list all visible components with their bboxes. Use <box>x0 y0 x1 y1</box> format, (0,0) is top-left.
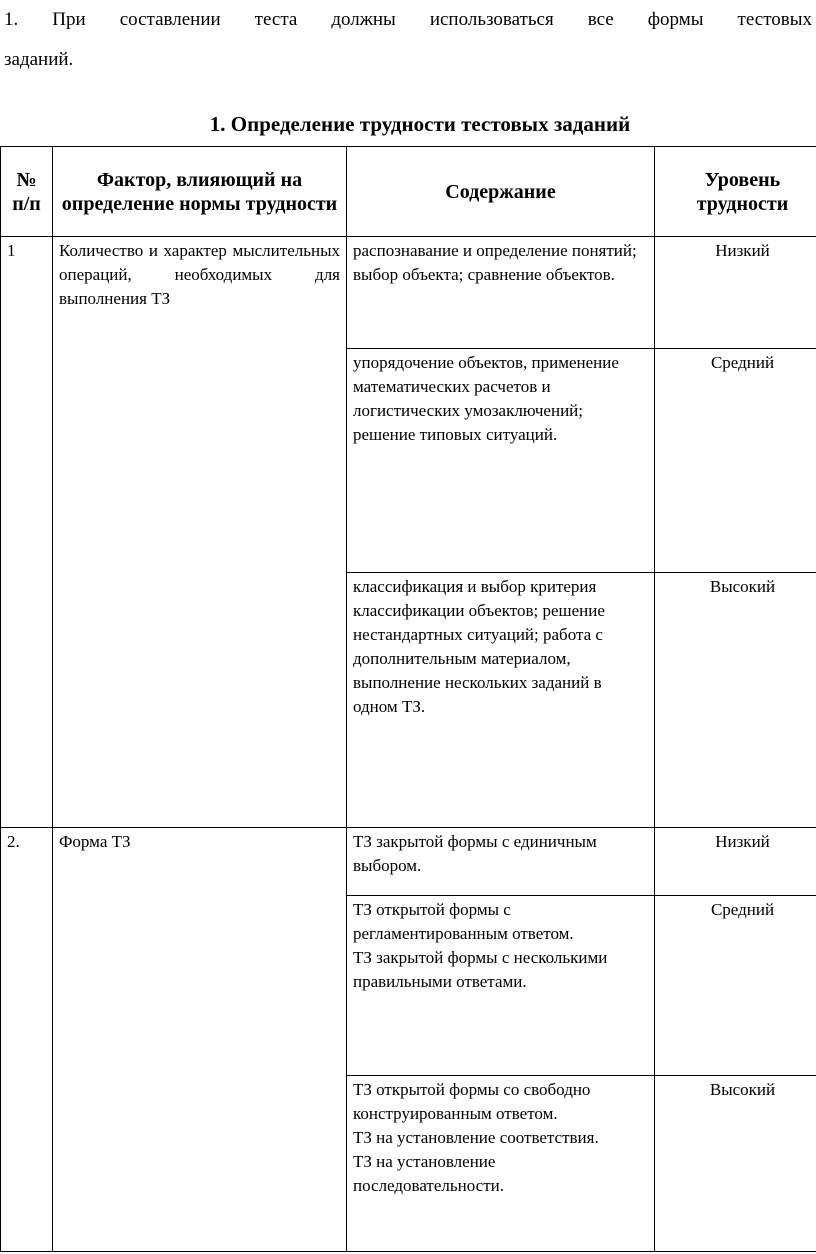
row-level: Низкий <box>655 828 816 896</box>
table-heading: 1. Определение трудности тестовых заданий <box>209 112 631 136</box>
row-level: Высокий <box>655 1076 816 1252</box>
row-content: распознавание и определение понятий; выбор объекта; сравнение объектов. <box>347 237 655 349</box>
row-level: Средний <box>655 349 816 573</box>
row-factor: Форма ТЗ <box>53 828 347 1252</box>
header-level: Уровень трудности <box>655 147 816 237</box>
row-content: ТЗ открытой формы с регламентированным ответом. ТЗ закрытой формы с несколькими правильными ответами. <box>347 896 655 1076</box>
header-num: № п/п <box>1 147 53 237</box>
difficulty-table <box>0 146 816 1252</box>
row-level: Низкий <box>655 237 816 349</box>
row-num: 1 <box>1 237 53 828</box>
row-level: Высокий <box>655 573 816 828</box>
intro-paragraph <box>4 0 812 80</box>
header-content: Содержание <box>347 147 655 237</box>
header-factor: Фактор, влияющий на определение нормы трудности <box>53 147 347 237</box>
row-content: классификация и выбор критерия классификации объектов; решение нестандартных ситуаций; работа с дополнительным материалом, выполнение нескольких заданий в одном ТЗ. <box>347 573 655 828</box>
table-row <box>1 828 816 896</box>
row-level: Средний <box>655 896 816 1076</box>
row-num: 2. <box>1 828 53 1252</box>
row-content: ТЗ закрытой формы с единичным выбором. <box>347 828 655 896</box>
intro-line-1: 1. При составлении теста должны использоваться все формы тестовых <box>4 9 812 30</box>
row-content: упорядочение объектов, применение математических расчетов и логистических умозаключений; решение типовых ситуаций. <box>347 349 655 573</box>
table-header-row <box>1 147 816 237</box>
intro-line-2: заданий. <box>4 49 74 70</box>
row-content: ТЗ открытой формы со свободно конструированным ответом. ТЗ на установление соответствия. ТЗ на установление последовательности. <box>347 1076 655 1252</box>
row-factor: Количество и характер мыслительных операций, необходимых для выполнения ТЗ <box>53 237 347 828</box>
table-row <box>1 237 816 349</box>
